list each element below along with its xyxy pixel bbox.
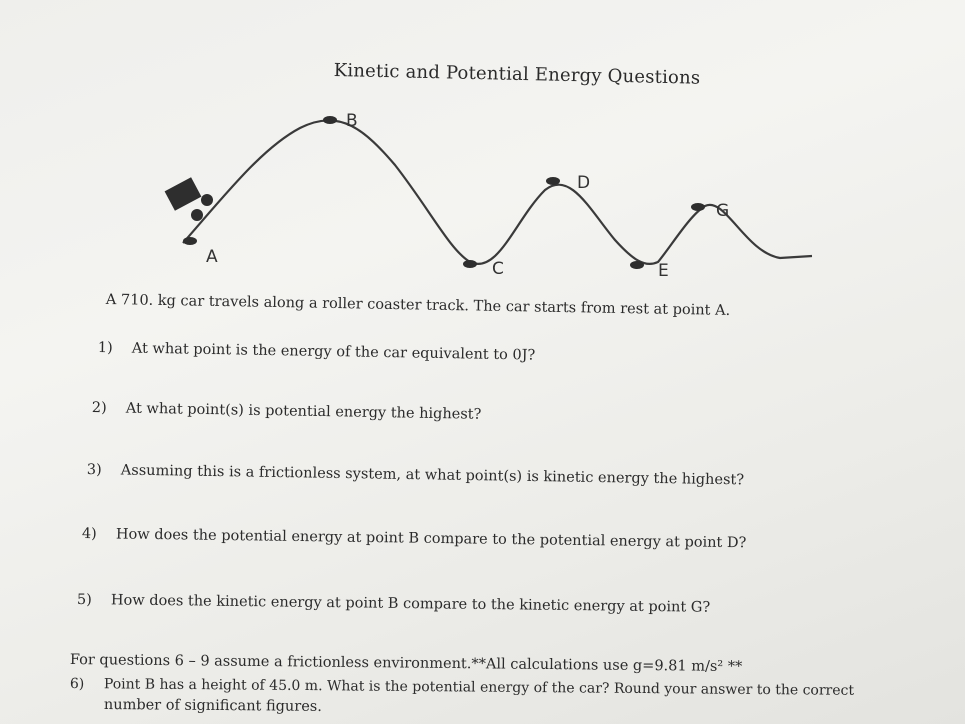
point-a-marker <box>183 237 197 245</box>
point-b-marker <box>323 116 337 124</box>
point-g-marker <box>691 203 705 211</box>
point-label-c: C <box>492 259 504 279</box>
question-number: 3) <box>86 462 102 479</box>
roller-coaster-car <box>165 177 213 221</box>
point-label-g: G <box>716 201 730 221</box>
question-text: Point B has a height of 45.0 m. What is the potential energy of the car? Round your answer to the correct <box>103 676 855 699</box>
point-e-marker <box>630 261 644 269</box>
question-text: How does the kinetic energy at point B compare to the kinetic energy at point G? <box>110 592 711 616</box>
question-6-continued: number of significant figures. <box>103 697 322 715</box>
question-text: Assuming this is a frictionless system, at what point(s) is kinetic energy the highest? <box>120 462 745 489</box>
calculation-note: For questions 6 – 9 assume a frictionless environment.**All calculations use g=9.81 m/s² ** <box>69 652 743 676</box>
point-d-marker <box>546 177 560 185</box>
point-label-e: E <box>658 261 669 281</box>
intro-text: A 710. kg car travels along a roller coaster track. The car starts from rest at point A. <box>105 292 731 319</box>
question-number: 2) <box>91 400 107 417</box>
point-label-a: A <box>206 247 218 267</box>
question-number: 4) <box>81 526 97 543</box>
question-text: How does the potential energy at point B compare to the potential energy at point D? <box>115 526 747 552</box>
question-number: 1) <box>97 340 113 357</box>
worksheet-title: Kinetic and Potential Energy Questions <box>333 60 701 89</box>
point-label-b: B <box>346 111 358 131</box>
point-label-d: D <box>577 173 591 193</box>
point-c-marker <box>463 260 477 268</box>
roller-coaster-track <box>183 120 812 264</box>
question-text: At what point(s) is potential energy the highest? <box>125 400 482 423</box>
question-text: At what point is the energy of the car equivalent to 0J? <box>131 340 536 364</box>
question-number: 6) <box>69 676 85 693</box>
question-number: 5) <box>76 592 92 609</box>
